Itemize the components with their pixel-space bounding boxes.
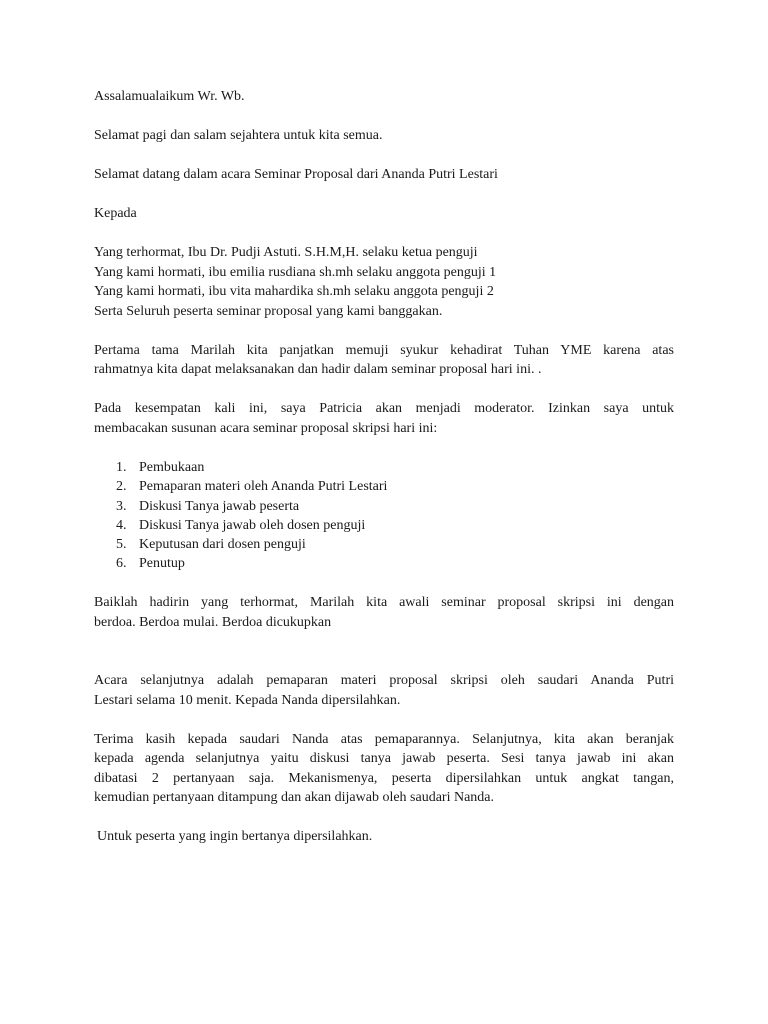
addressee-line: Yang kami hormati, ibu emilia rusdiana sh.mh selaku anggota penguji 1 <box>94 264 497 280</box>
agenda-number: 4. <box>116 517 127 533</box>
paragraph-line: berdoa. Berdoa mulai. Berdoa dicukupkan <box>94 614 332 630</box>
closing-invite: Untuk peserta yang ingin bertanya dipersilahkan. <box>97 829 373 845</box>
paragraph-line: rahmatnya kita dapat melaksanakan dan hadir dalam seminar proposal hari ini. . <box>94 362 542 377</box>
agenda-text: Pemaparan materi oleh Ananda Putri Lestari <box>139 479 388 495</box>
agenda-text: Diskusi Tanya jawab peserta <box>139 498 300 514</box>
paragraph-terima-kasih <box>94 730 674 808</box>
paragraph-line: Acara selanjutnya adalah pemaparan materi proposal skripsi oleh saudari Ananda Putri <box>94 673 674 689</box>
paragraph-line: Terima kasih kepada saudari Nanda atas pemaparannya. Selanjutnya, kita akan beranjak <box>94 731 674 747</box>
kepada-label: Kepada <box>94 206 137 221</box>
agenda-item <box>94 497 674 516</box>
paragraph-line: Pertama tama Marilah kita panjatkan memuji syukur kehadirat Tuhan YME karena atas <box>94 342 674 358</box>
addressee-line: Serta Seluruh peserta seminar proposal yang kami banggakan. <box>94 303 443 319</box>
agenda-number: 3. <box>116 498 127 514</box>
opening-line: Selamat pagi dan salam sejahtera untuk kita semua. <box>94 128 383 143</box>
paragraph-line: dibatasi 2 pertanyaan saja. Mekanismenya, peserta dipersilahkan untuk angkat tangan, <box>94 770 674 786</box>
agenda-number: 5. <box>116 537 127 553</box>
agenda-list <box>94 458 674 574</box>
paragraph-pemaparan <box>94 671 674 710</box>
agenda-item <box>94 477 674 496</box>
paragraph-line: Lestari selama 10 menit. Kepada Nanda dipersilahkan. <box>94 692 401 708</box>
paragraph-line: kepada agenda selanjutnya yaitu diskusi tanya jawab peserta. Sesi tanya jawab ini akan <box>94 751 674 767</box>
agenda-item <box>94 516 674 535</box>
paragraph-line: membacakan susunan acara seminar proposal skripsi hari ini: <box>94 420 438 436</box>
agenda-item <box>94 535 674 554</box>
agenda-text: Pembukaan <box>139 460 205 475</box>
paragraph-line: Baiklah hadirin yang terhormat, Marilah kita awali seminar proposal skripsi ini dengan <box>94 595 674 611</box>
greeting: Assalamualaikum Wr. Wb. <box>94 89 245 104</box>
addressee-line: Yang kami hormati, ibu vita mahardika sh.mh selaku anggota penguji 2 <box>94 284 494 299</box>
agenda-number: 2. <box>116 479 127 495</box>
agenda-text: Penutup <box>139 556 185 572</box>
agenda-number: 1. <box>116 460 127 475</box>
agenda-item <box>94 458 674 477</box>
addressee-line: Yang terhormat, Ibu Dr. Pudji Astuti. S.H.M,H. selaku ketua penguji <box>94 245 478 260</box>
welcome-line: Selamat datang dalam acara Seminar Proposal dari Ananda Putri Lestari <box>94 167 498 182</box>
paragraph-line: kemudian pertanyaan ditampung dan akan dijawab oleh saudari Nanda. <box>94 790 495 806</box>
paragraph-moderator <box>94 399 674 438</box>
agenda-text: Diskusi Tanya jawab oleh dosen penguji <box>139 517 366 533</box>
paragraph-doa <box>94 593 674 632</box>
paragraph-line: Pada kesempatan kali ini, saya Patricia akan menjadi moderator. Izinkan saya untuk <box>94 401 674 416</box>
document-body <box>94 87 674 847</box>
paragraph-syukur <box>94 341 674 380</box>
agenda-item <box>94 554 674 573</box>
addressee-list <box>94 243 674 321</box>
agenda-number: 6. <box>116 556 127 572</box>
agenda-text: Keputusan dari dosen penguji <box>139 537 306 553</box>
